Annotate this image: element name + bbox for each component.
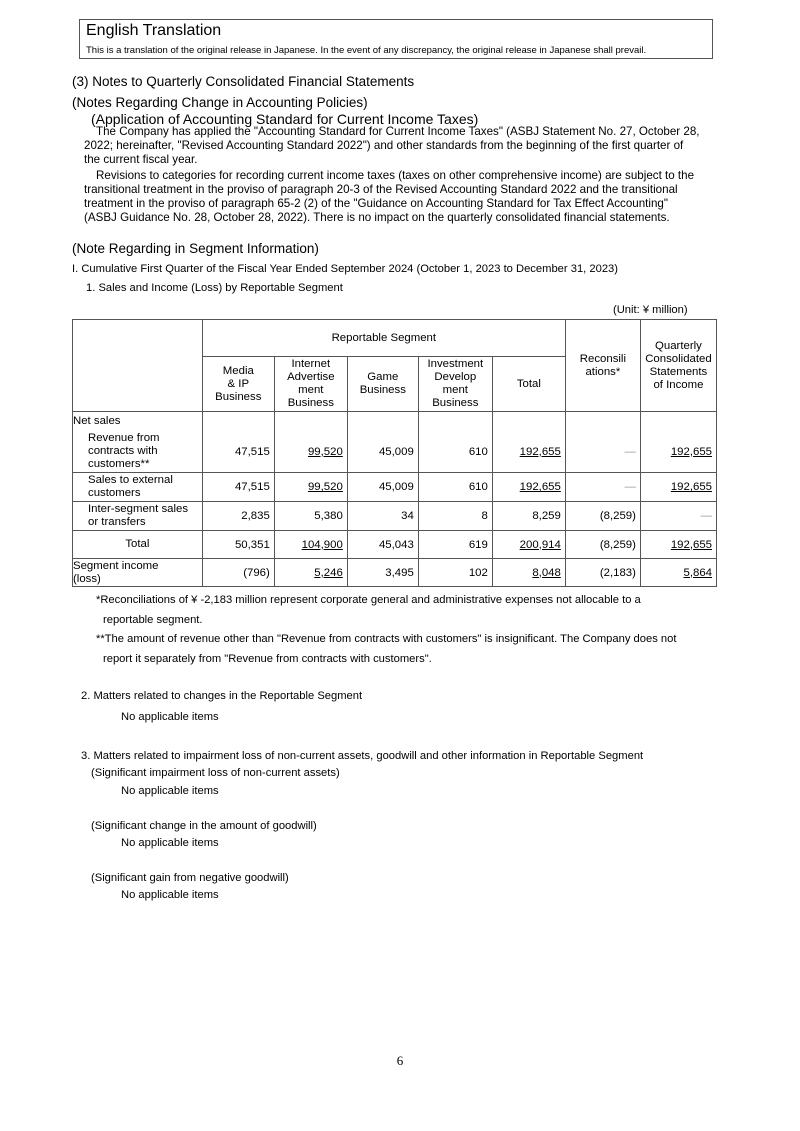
segment-item-2-body: No applicable items	[121, 711, 219, 723]
media-ip-header: Media & IP Business	[202, 357, 274, 412]
total-header: Total	[492, 357, 565, 412]
table-row: Total 50,351 104,900 45,043 619 200,914 (8,259) 192,655	[73, 531, 717, 559]
footnote-revenue: **The amount of revenue other than "Revenue from contracts with customers" is insignificant. The Company does not report it separately from "Revenue from contracts with customers".	[96, 633, 677, 665]
table-row: Sales to external customers 47,515 99,520 45,009 610 192,655 — 192,655	[73, 473, 717, 502]
table-row: Revenue from contracts with customers** 47,515 99,520 45,009 610 192,655 — 192,655	[73, 432, 717, 473]
reportable-segment-header: Reportable Segment	[202, 320, 565, 357]
reconciliations-header: Reconsili ations*	[565, 320, 640, 412]
net-sales-label: Net sales	[73, 412, 203, 432]
row-label-total: Total	[73, 531, 203, 559]
impairment-subtitle: (Significant impairment loss of non-current assets)	[91, 767, 340, 779]
internet-advertisement-header: Internet Advertise ment Business	[274, 357, 347, 412]
translation-banner	[79, 19, 713, 59]
row-label-external-sales: Sales to external customers	[73, 473, 203, 502]
policy-paragraph-2: Revisions to categories for recording current income taxes (taxes on other comprehensive income) are subject to the transitional treatment in the proviso of paragraph 20-3 of the Revised Accounting Standard 2022 and the transitional treatment in the proviso of paragraph 65-2 (2) of the "Guidance on Accounting Standard for Tax Effect Accounting" (ASBJ Guidance No. 28, October 28, 2022). There is no impact on the quarterly consolidated financial statements.	[84, 169, 695, 224]
banner-note: This is a translation of the original release in Japanese. In the event of any discrepancy, the original release in Japanese shall prevail.	[86, 45, 647, 56]
segment-period: I. Cumulative First Quarter of the Fiscal Year Ended September 2024 (October 1, 2023 to December 31, 2023)	[72, 263, 618, 275]
banner-title: English Translation	[86, 22, 222, 39]
policy-subtitle: (Application of Accounting Standard for Current Income Taxes)	[91, 111, 479, 127]
negative-goodwill-body: No applicable items	[121, 889, 219, 901]
investment-header: Investment Develop ment Business	[418, 357, 492, 412]
row-label-inter-segment: Inter-segment sales or transfers	[73, 502, 203, 531]
row-label-revenue: Revenue from contracts with customers**	[73, 432, 203, 473]
section-title: (3) Notes to Quarterly Consolidated Financial Statements	[72, 74, 415, 89]
table-row: Inter-segment sales or transfers 2,835 5,380 34 8 8,259 (8,259) —	[73, 502, 717, 531]
quarterly-statements-header: Quarterly Consolidated Statements of Income	[640, 320, 716, 412]
negative-goodwill-subtitle: (Significant gain from negative goodwill)	[91, 872, 289, 884]
segment-title: (Note Regarding in Segment Information)	[72, 241, 319, 256]
policy-paragraph-1: The Company has applied the "Accounting Standard for Current Income Taxes" (ASBJ Statement No. 27, October 28, 2022; hereinafter, "Revised Accounting Standard 2022") and other standards from the beginning of the first quarter of the current fiscal year.	[84, 125, 700, 166]
unit-label: (Unit: ¥ million)	[613, 304, 688, 316]
impairment-body: No applicable items	[121, 785, 219, 797]
page-number: 6	[396, 1053, 404, 1068]
goodwill-body: No applicable items	[121, 837, 219, 849]
table-row: Segment income (loss) (796) 5,246 3,495 102 8,048 (2,183) 5,864	[73, 559, 717, 587]
policy-title: (Notes Regarding Change in Accounting Policies)	[72, 95, 368, 110]
row-label-segment-income: Segment income (loss)	[73, 559, 203, 587]
footnote-reconciliations: *Reconciliations of ¥ -2,183 million represent corporate general and administrative expenses not allocable to a reportable segment.	[96, 594, 641, 626]
segment-item-1: 1. Sales and Income (Loss) by Reportable Segment	[86, 282, 343, 294]
goodwill-subtitle: (Significant change in the amount of goodwill)	[91, 820, 317, 832]
header-blank-cell	[73, 320, 203, 412]
segment-table	[72, 319, 717, 587]
game-header: Game Business	[347, 357, 418, 412]
segment-item-2: 2. Matters related to changes in the Reportable Segment	[81, 690, 363, 702]
segment-item-3: 3. Matters related to impairment loss of non-current assets, goodwill and other information in Reportable Segment	[81, 750, 644, 762]
